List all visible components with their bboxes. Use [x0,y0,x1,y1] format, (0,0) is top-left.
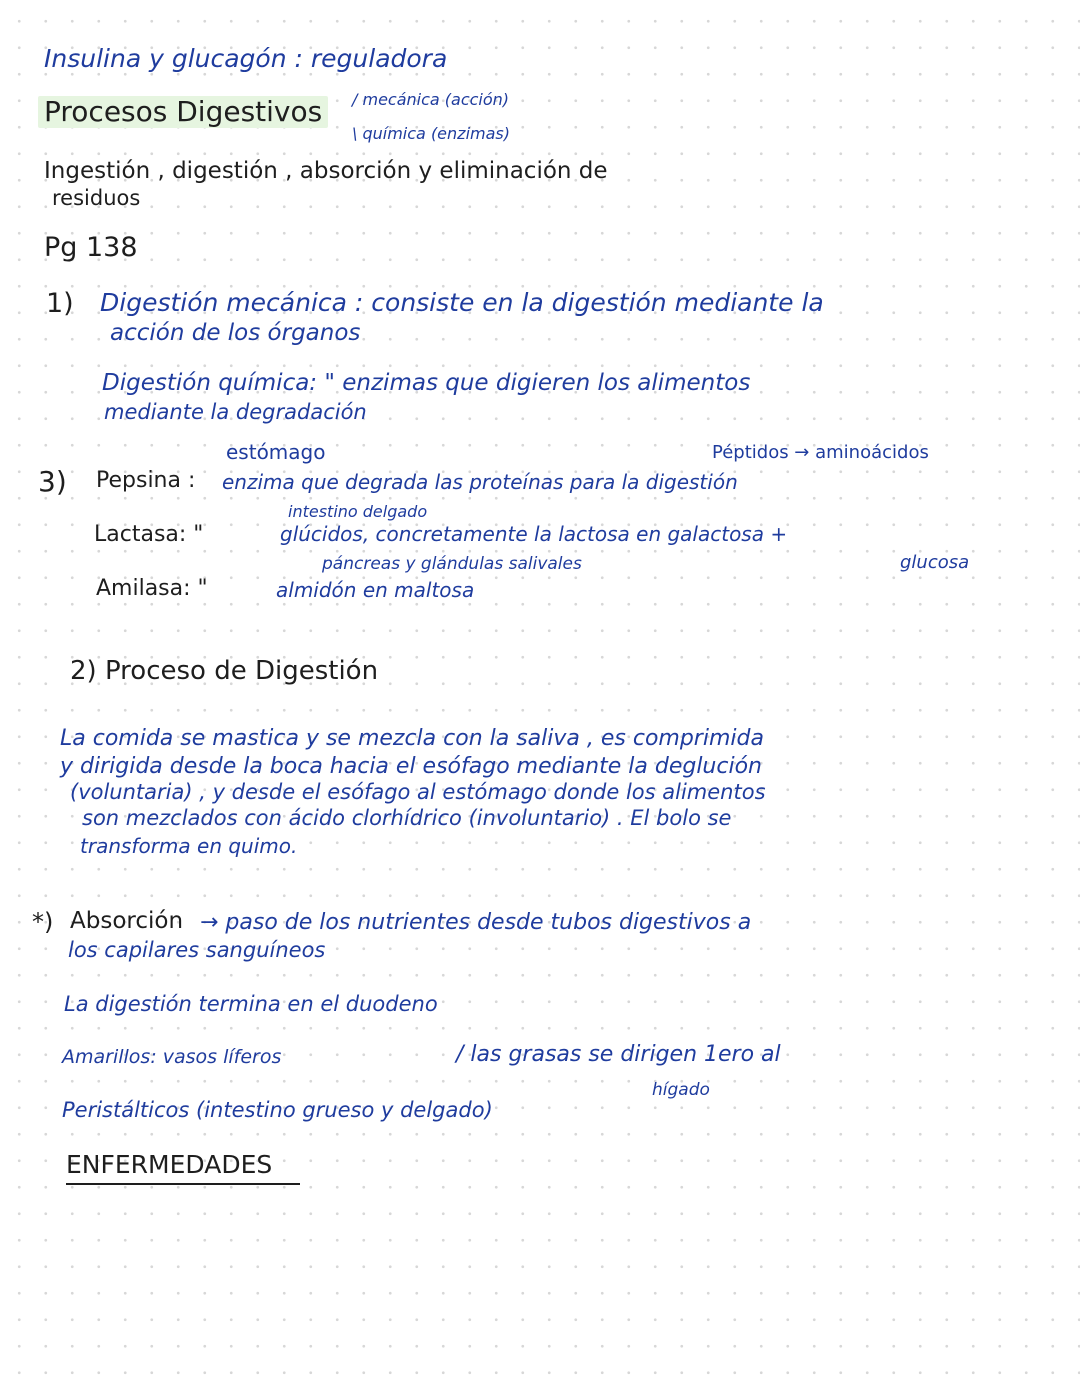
page-reference: Pg 138 [44,232,138,263]
proceso-paragraph-line-5: transforma en quimo. [80,834,298,858]
absorcion-marker: *) [32,908,54,936]
label-pancreas-glandulas: páncreas y glándulas salivales [322,554,582,574]
digestion-quimica-line-2: mediante la degradación [104,400,367,424]
lactasa-description: glúcidos, concretamente la lactosa en galactosa + [280,522,788,546]
label-intestino-delgado: intestino delgado [288,502,428,521]
section-1-number: 1) [46,288,74,319]
amilasa-description: almidón en maltosa [276,578,475,602]
digestion-mecanica-line-2: acción de los órganos [110,320,361,346]
enfermedades-heading: ENFERMEDADES [66,1152,300,1185]
section-3-number: 3) [38,465,67,498]
amarillos-note: Amarillos: vasos líferos [62,1046,282,1068]
label-higado: hígado [652,1080,710,1100]
pepsina-label: Pepsina : [96,468,196,493]
branch-quimica: \ química (enzimas) [352,124,510,143]
proceso-paragraph-line-4: son mezclados con ácido clorhídrico (involuntario) . El bolo se [82,806,732,830]
page-title: Procesos Digestivos [38,96,328,128]
proceso-paragraph-line-1: La comida se mastica y se mezcla con la saliva , es comprimida [60,726,764,751]
absorcion-definition-line-2: los capilares sanguíneos [68,938,326,962]
duodeno-note: La digestión termina en el duodeno [64,992,438,1016]
header-line-insulina: Insulina y glucagón : reguladora [44,44,448,73]
peristalticos-note: Peristálticos (intestino grueso y delgado) [62,1098,493,1122]
branch-mecanica: / mecánica (acción) [352,90,510,109]
absorcion-definition-line-1: → paso de los nutrientes desde tubos digestivos a [200,910,752,935]
stages-line-2: residuos [52,186,141,210]
lactasa-label: Lactasa: " [94,522,204,547]
grasas-note: / las grasas se dirigen 1ero al [456,1042,781,1067]
label-peptidos: Péptidos → aminoácidos [712,442,929,463]
proceso-paragraph-line-3: (voluntaria) , y desde el esófago al estómago donde los alimentos [70,780,766,804]
digestion-quimica-line-1: Digestión química: " enzimas que digieren los alimentos [102,370,751,396]
proceso-paragraph-line-2: y dirigida desde la boca hacia el esófago mediante la deglución [60,754,762,779]
section-2-title: 2) Proceso de Digestión [70,656,379,686]
stages-line-1: Ingestión , digestión , absorción y eliminación de [44,158,608,184]
label-estomago: estómago [226,440,326,464]
pepsina-description: enzima que degrada las proteínas para la digestión [222,470,738,494]
absorcion-title: Absorción [70,908,184,934]
digestion-mecanica-line-1: Digestión mecánica : consiste en la digestión mediante la [100,288,824,317]
label-glucosa: glucosa [900,552,970,573]
amilasa-label: Amilasa: " [96,576,208,601]
